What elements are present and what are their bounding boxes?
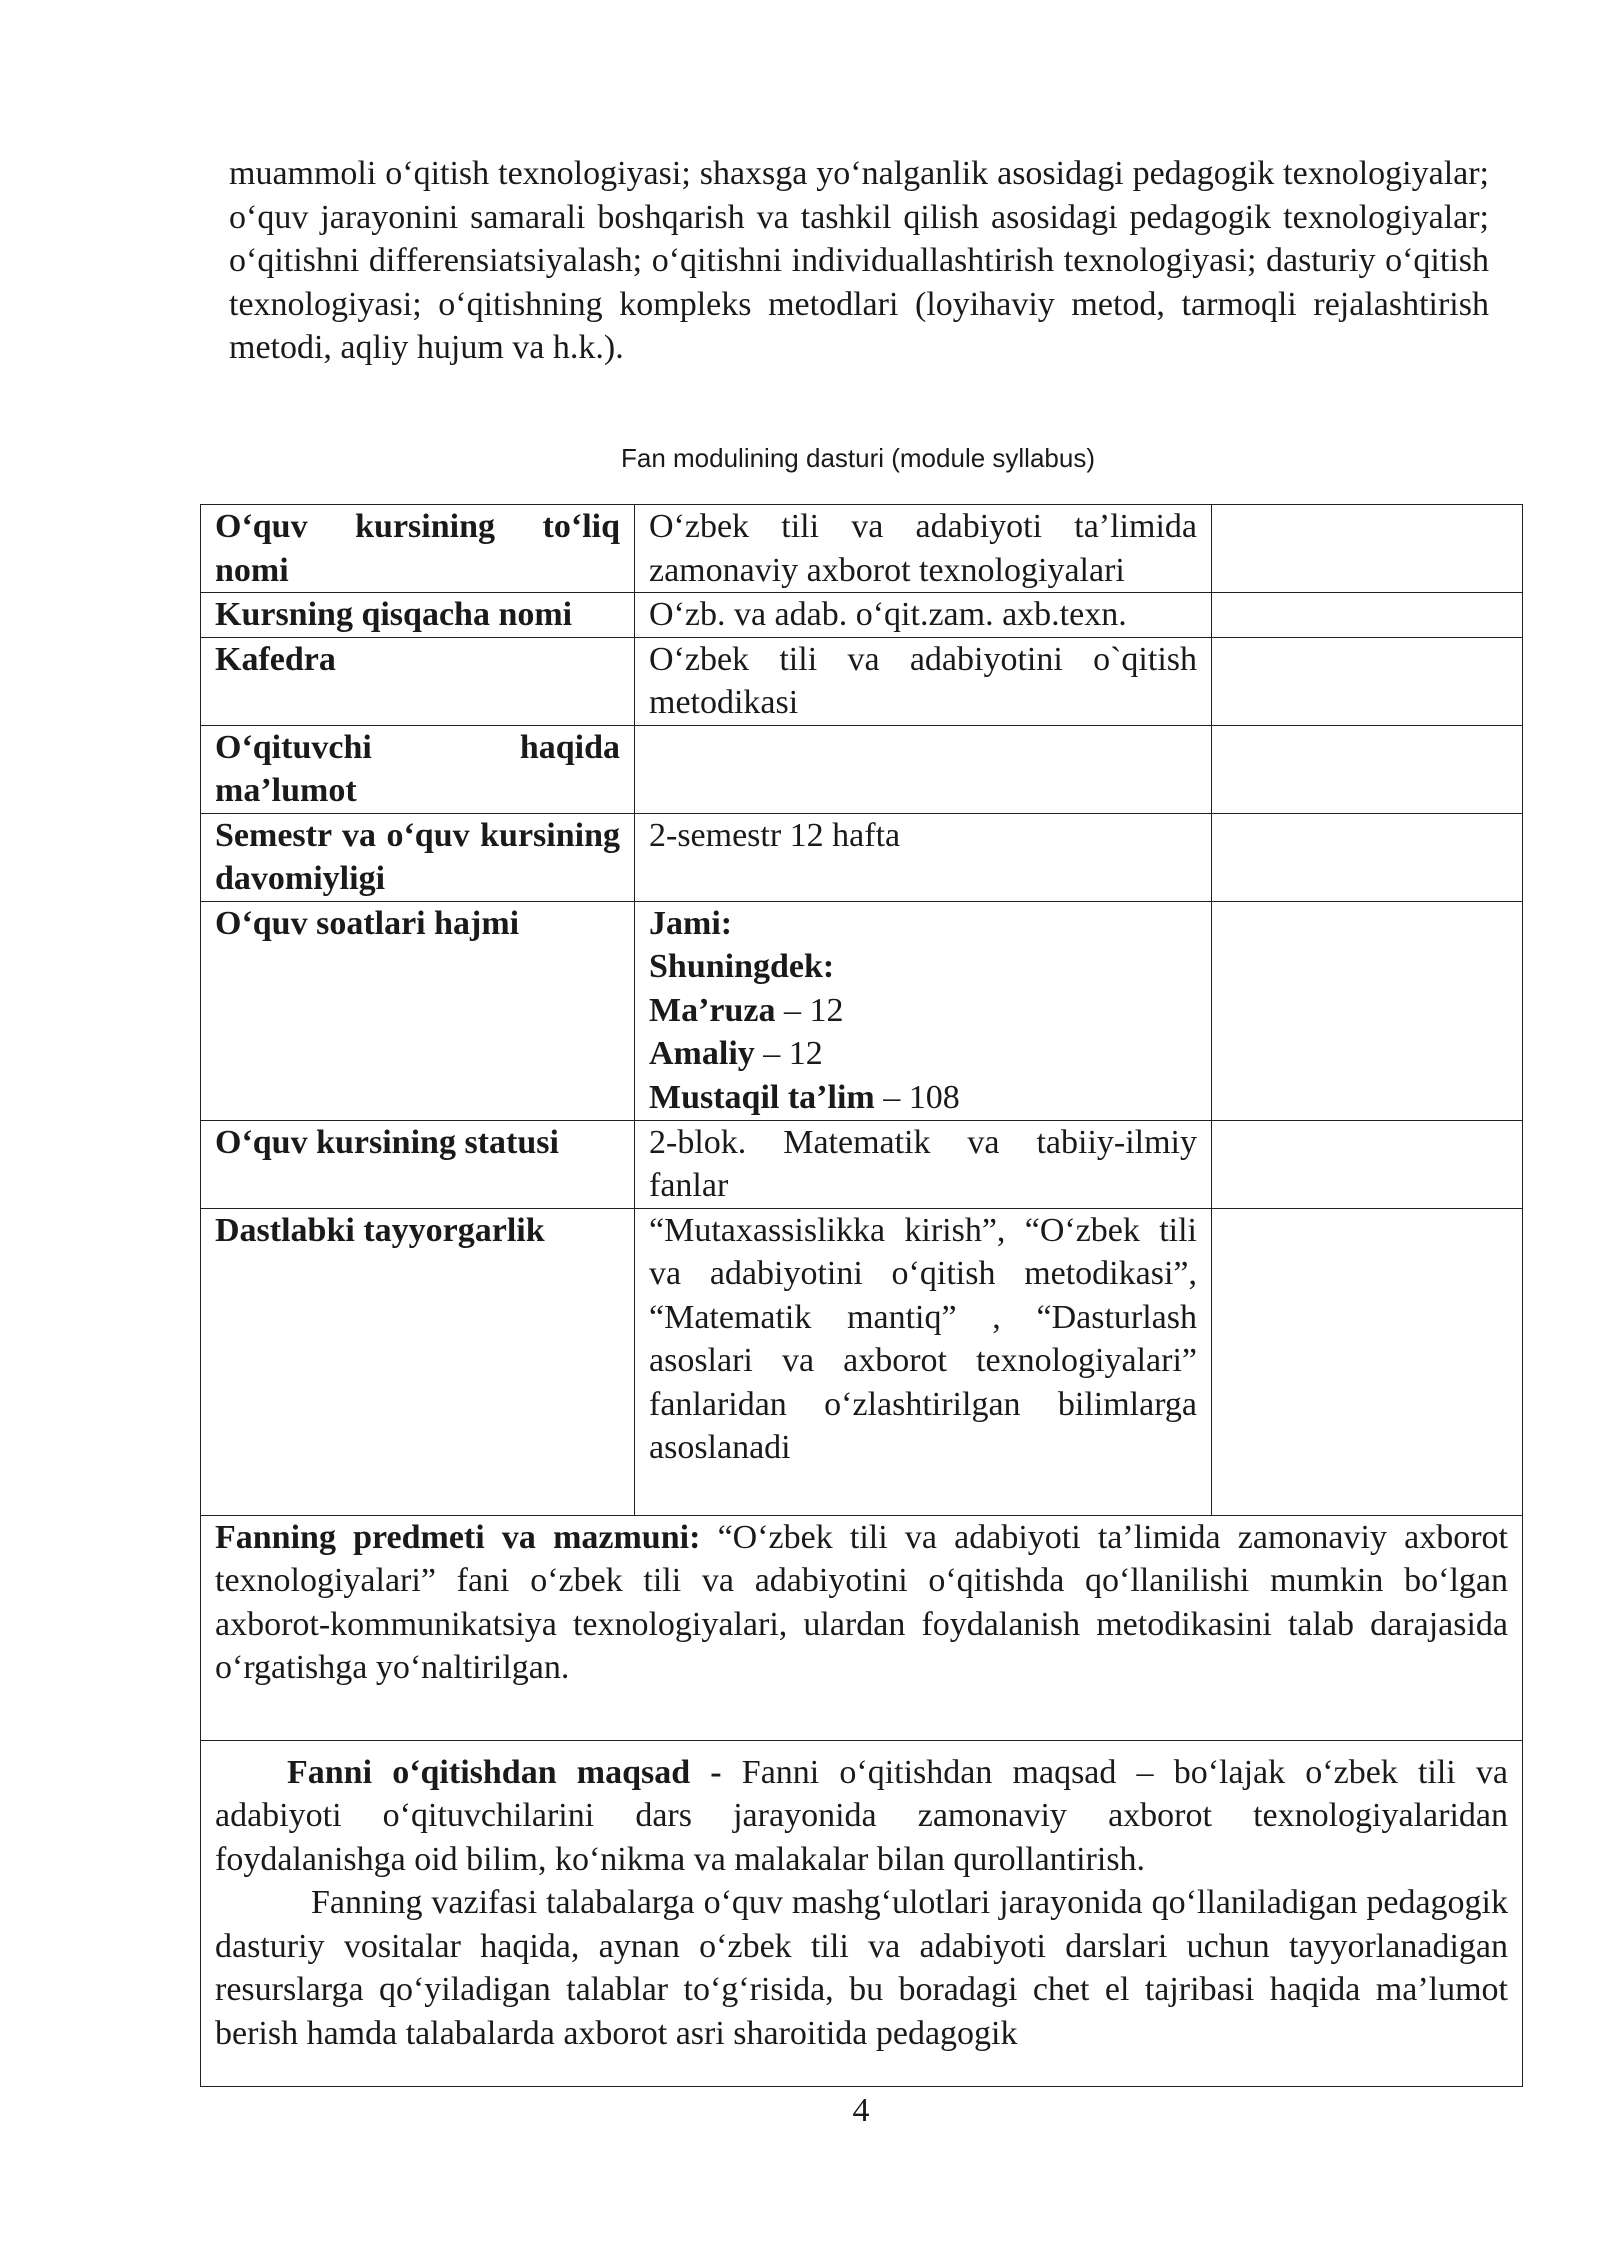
- row-value-semester: 2-semestr 12 hafta: [635, 813, 1212, 901]
- table-row: [201, 1515, 1523, 1740]
- syllabus-table: [200, 504, 1523, 2087]
- table-row: [201, 1208, 1523, 1515]
- intro-paragraph: muammoli o‘qitish texnologiyasi; shaxsga yo‘nalganlik asosidagi pedagogik texnologiyalar; o‘quv jarayonini samarali boshqarish va tashkil qilish asosidagi pedagogik texnologiyalar; o‘qitishni differensiatsiyalash; o‘qitishni individuallashtirish texnologiyasi; dasturiy o‘qitish texnologiyasi; o‘qitishning kompleks metodlari (loyihaviy metod, tarmoqli rejalashtirish metodi, aqliy hujum va h.k.).: [229, 155, 1489, 366]
- hours-lecture-label: Ma’ruza: [649, 991, 776, 1029]
- subject-text: “O‘zbek tili va adabiyoti ta’limida zamonaviy axborot texnologiyalari” fani o‘zbek tili va adabiyotini o‘qitishda qo‘llanilishi mumkin bo‘lgan axborot-kommunikatsiya texnologiyalari, ulardan foydalanish metodikasini talab darajasida o‘rgatishga yo‘naltirilgan.: [215, 1518, 1508, 1686]
- row-label-department: Kafedra: [201, 637, 635, 725]
- table-row: [201, 505, 1523, 593]
- row-value-hours: [635, 901, 1212, 1120]
- row-value-prerequisites: “Mutaxassislikka kirish”, “O‘zbek tili va adabiyotini o‘qitish metodikasi”, “Matematik mantiq” , “Dasturlash asoslari va axborot texnologiyalari” fanlaridan o‘zlashtirilgan bilimlarga asoslanadi: [635, 1208, 1212, 1515]
- row-label-status: O‘quv kursining statusi: [201, 1120, 635, 1208]
- row-label-full-name: O‘quv kursining to‘liq nomi: [201, 505, 635, 593]
- table-row: [201, 1120, 1523, 1208]
- hours-also-label: Shuningdek:: [649, 948, 835, 985]
- table-row: [201, 725, 1523, 813]
- row-extra-department: [1212, 637, 1523, 725]
- row-value-status: 2-blok. Matematik va tabiiy-ilmiy fanlar: [635, 1120, 1212, 1208]
- hours-self-study-value: – 108: [874, 1078, 960, 1116]
- row-extra-full-name: [1212, 505, 1523, 593]
- row-label-hours: O‘quv soatlari hajmi: [201, 901, 635, 1120]
- row-extra-semester: [1212, 813, 1523, 901]
- subject-cell: [201, 1515, 1523, 1740]
- table-row: [201, 637, 1523, 725]
- row-extra-short-name: [1212, 593, 1523, 638]
- row-label-semester: Semestr va o‘quv kursining davomiyligi: [201, 813, 635, 901]
- row-label-teacher-info: O‘qituvchi haqida ma’lumot: [201, 725, 635, 813]
- row-value-full-name: O‘zbek tili va adabiyoti ta’limida zamonaviy axborot texnologiyalari: [635, 505, 1212, 593]
- row-value-department: O‘zbek tili va adabiyotini o`qitish metodikasi: [635, 637, 1212, 725]
- goal-cell: [201, 1740, 1523, 2086]
- table-row: [201, 813, 1523, 901]
- row-value-teacher-info: [635, 725, 1212, 813]
- table-caption: Fan modulining dasturi (module syllabus): [620, 443, 1095, 473]
- hours-practice-value: – 12: [754, 1035, 823, 1072]
- page-number: 4: [852, 2092, 870, 2129]
- row-extra-hours: [1212, 901, 1523, 1120]
- row-value-short-name: O‘zb. va adab. o‘qit.zam. axb.texn.: [635, 593, 1212, 638]
- row-extra-teacher-info: [1212, 725, 1523, 813]
- task-text: Fanning vazifasi talabalarga o‘quv mashg‘ulotlari jarayonida qo‘llaniladigan pedagogik dasturiy vositalar haqida, aynan o‘zbek tili va adabiyoti darslari uchun tayyorlanadigan resurslarga qo‘yiladigan talablar to‘g‘risida, bu boradagi chet el tajribasi haqida ma’lumot berish hamda talabalarda axborot asri sharoitida pedagogik: [215, 1884, 1508, 2052]
- table-row: [201, 901, 1523, 1120]
- table-row: [201, 1740, 1523, 2086]
- hours-lecture-value: – 12: [775, 991, 844, 1029]
- subject-label: Fanning predmeti va mazmuni:: [215, 1518, 701, 1556]
- row-extra-status: [1212, 1120, 1523, 1208]
- row-label-prerequisites: Dastlabki tayyorgarlik: [201, 1208, 635, 1515]
- hours-practice-label: Amaliy: [649, 1035, 755, 1072]
- row-label-short-name: Kursning qisqacha nomi: [201, 593, 635, 638]
- table-row: [201, 593, 1523, 638]
- hours-total-label: Jami:: [649, 904, 733, 942]
- goal-text: Fanni o‘qitishdan maqsad – bo‘lajak o‘zbek tili va adabiyoti o‘qituvchilarini dars jarayonida zamonaviy axborot texnologiyalaridan foydalanishga oid bilim, ko‘nikma va malakalar bilan qurollantirish.: [215, 1753, 1508, 1878]
- row-extra-prerequisites: [1212, 1208, 1523, 1515]
- goal-label: Fanni o‘qitishdan maqsad -: [287, 1753, 722, 1791]
- hours-self-study-label: Mustaqil ta’lim: [649, 1078, 875, 1116]
